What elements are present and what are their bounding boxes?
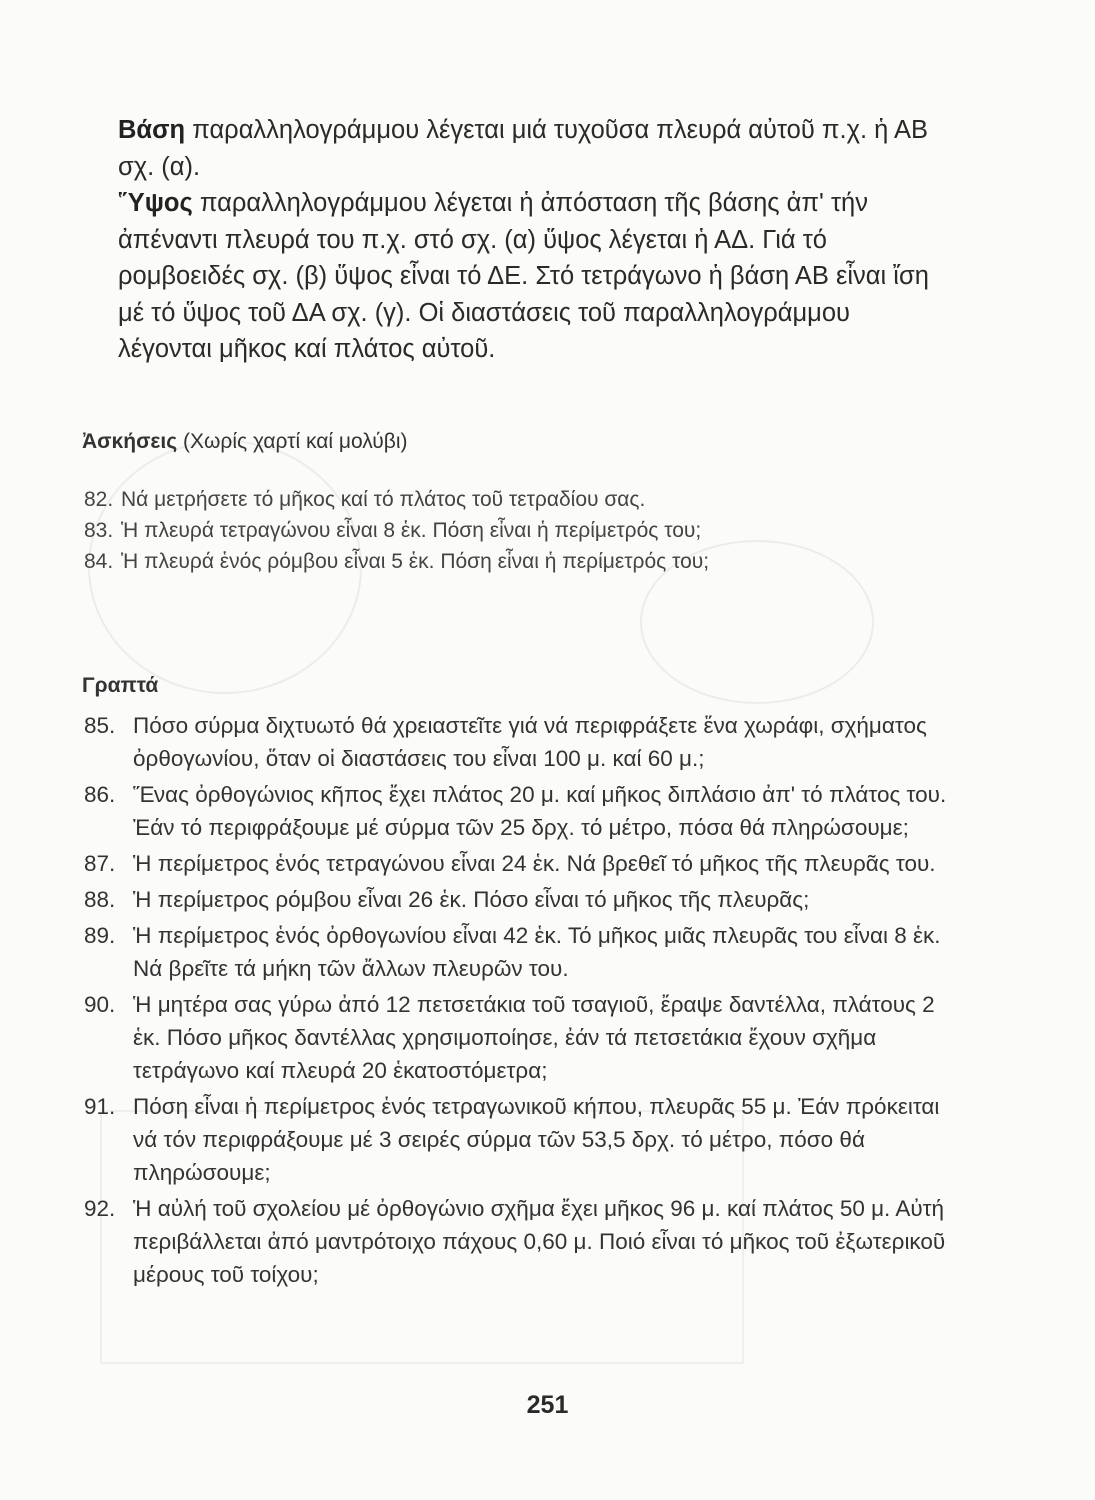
exercise-item [84,709,954,775]
exercises-title: Ἀσκήσεις [82,430,178,453]
exercise-text: Ἡ μητέρα σας γύρω ἀπό 12 πετσετάκια τοῦ τσαγιοῦ, ἔραψε δαντέλλα, πλάτους 2 ἑκ. Πόσο μῆκος δαντέλλας χρησιμοποίησε, ἐάν τά πετσετάκια ἔχουν σχῆμα τετράγωνο καί πλευρά 20 ἑκατοστόμετρα; [133,992,935,1083]
exercise-number: 90. [84,992,116,1017]
height-definition [78,185,948,368]
exercises-list [84,484,954,577]
height-term: Ὕψος [118,189,193,217]
exercise-number: 92. [84,1196,116,1221]
base-term: Βάση [118,116,186,144]
exercise-item [84,883,954,916]
exercise-item [84,1192,954,1291]
base-definition [78,112,948,185]
base-text: παραλληλογράμμου λέγεται μιά τυχοῦσα πλευρά αὐτοῦ π.χ. ἡ ΑΒ σχ. (α). [118,116,928,181]
exercise-text: Ἡ αὐλή τοῦ σχολείου μέ ὀρθογώνιο σχῆμα ἔχει μῆκος 96 μ. καί πλάτος 50 μ. Αὐτή περιβάλλεται ἀπό μαντρότοιχο πάχους 0,60 μ. Ποιό εἶναι τό μῆκος τοῦ ἐξωτερικοῦ μέρους τοῦ τοίχου; [133,1196,946,1287]
exercise-number: 82. [84,488,114,511]
exercise-text: Πόσο σύρμα διχτυωτό θά χρειαστεῖτε γιά νά περιφράξετε ἕνα χωράφι, σχήματος ὀρθογωνίου, ὅταν οἱ διαστάσεις του εἶναι 100 μ. καί 60 μ.; [133,713,927,771]
exercise-item [84,484,954,515]
page-number: 251 [526,1391,569,1419]
exercise-number: 83. [84,519,114,542]
exercise-item [84,515,954,546]
written-list [84,709,954,1294]
exercise-item [84,1090,954,1189]
exercise-text: Ἡ πλευρά ἑνός ρόμβου εἶναι 5 ἑκ. Πόση εἶναι ἡ περίμετρός του; [121,550,710,573]
exercise-text: Πόση εἶναι ἡ περίμετρος ἑνός τετραγωνικοῦ κήπου, πλευρᾶς 55 μ. Ἐάν πρόκειται νά τόν περιφράξουμε μέ 3 σειρές σύρμα τῶν 53,5 δρχ. τό μέτρο, πόσο θά πληρώσουμε; [133,1094,940,1185]
exercise-item [84,778,954,844]
written-heading: Γραπτά [82,674,159,697]
exercise-text: Ἡ περίμετρος ἑνός τετραγώνου εἶναι 24 ἑκ. Νά βρεθεῖ τό μῆκος τῆς πλευρᾶς του. [133,851,936,876]
exercise-number: 87. [84,851,116,876]
exercise-text: Ἡ πλευρά τετραγώνου εἶναι 8 ἑκ. Πόση εἶναι ἡ περίμετρός του; [121,519,702,542]
exercise-number: 89. [84,923,116,948]
exercise-item [84,546,954,577]
exercise-item [84,919,954,985]
exercises-subtitle: (Χωρίς χαρτί καί μολύβι) [183,430,408,453]
exercise-number: 85. [84,713,116,738]
exercise-number: 88. [84,887,116,912]
exercise-item [84,988,954,1087]
exercise-text: Ἡ περίμετρος ἑνός ὀρθογωνίου εἶναι 42 ἑκ. Τό μῆκος μιᾶς πλευρᾶς του εἶναι 8 ἑκ. Νά βρεῖτε τά μήκη τῶν ἄλλων πλευρῶν του. [133,923,941,981]
exercise-text: Ἕνας ὀρθογώνιος κῆπος ἔχει πλάτος 20 μ. καί μῆκος διπλάσιο ἀπ' τό πλάτος του. Ἐάν τό περιφράξουμε μέ σύρμα τῶν 25 δρχ. τό μέτρο, πόσα θά πληρώσουμε; [133,782,947,840]
exercise-number: 86. [84,782,116,807]
height-text: παραλληλογράμμου λέγεται ἡ ἀπόσταση τῆς βάσης ἀπ' τήν ἀπέναντι πλευρά του π.χ. στό σχ. (α) ὕψος λέγεται ἡ ΑΔ. Γιά τό ρομβοειδές σχ. (β) ὕψος εἶναι τό ΔΕ. Στό τετράγωνο ἡ βάση ΑΒ εἶναι ἴση μέ τό ὕψος τοῦ ΔΑ σχ. (γ). Οἱ διαστάσεις τοῦ παραλληλογράμμου λέγονται μῆκος καί πλάτος αὐτοῦ. [118,189,929,363]
intro-section [78,112,948,368]
exercises-heading [82,430,408,454]
exercise-number: 84. [84,550,114,573]
exercise-number: 91. [84,1094,116,1119]
exercise-text: Νά μετρήσετε τό μῆκος καί τό πλάτος τοῦ τετραδίου σας. [121,488,646,511]
exercise-text: Ἡ περίμετρος ρόμβου εἶναι 26 ἑκ. Πόσο εἶναι τό μῆκος τῆς πλευρᾶς; [133,887,810,912]
exercise-item [84,847,954,880]
